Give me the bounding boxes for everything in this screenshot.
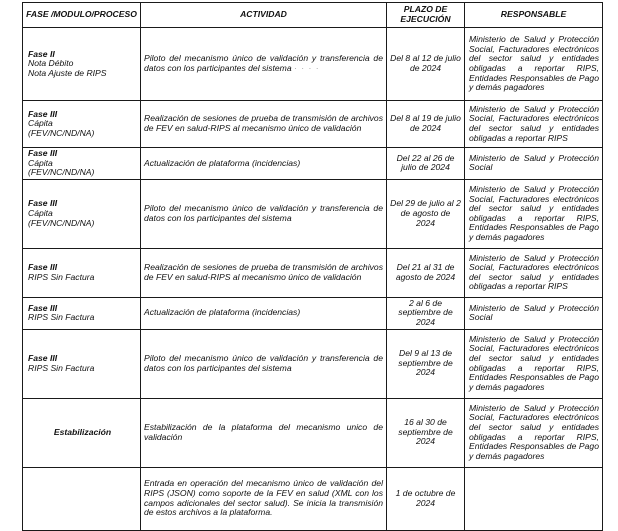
- plazo-cell: Del 8 al 12 de julio de 2024: [387, 28, 465, 101]
- phase-label: Fase III: [28, 352, 58, 363]
- phase-sub: (FEV/NC/ND/NA): [28, 127, 95, 138]
- actividad-cell: Piloto del mecanismo único de validación y transferencia de datos con los participantes del sistema: [141, 329, 387, 398]
- schedule-table: [22, 2, 603, 531]
- responsable-cell: Ministerio de Salud y Protección Social, Facturadores electrónicos del sector salud y entidades obligadas a reportar RIPS, Entidades Responsables de Pago y demás pagadores: [465, 398, 603, 467]
- fase-cell: [23, 148, 141, 180]
- table-row: [23, 28, 603, 101]
- header-actividad: ACTIVIDAD: [141, 3, 387, 28]
- actividad-cell: Realización de sesiones de prueba de transmisión de archivos de FEV en salud-RIPS al mecanismo único de validación: [141, 101, 387, 148]
- phase-sub: (FEV/NC/ND/NA): [28, 217, 95, 228]
- phase-sub: (FEV/NC/ND/NA): [28, 167, 95, 178]
- fase-cell: [23, 248, 141, 297]
- plazo-cell: 2 al 6 de septiembre de 2024: [387, 297, 465, 329]
- fase-cell: [23, 179, 141, 248]
- plazo-cell: Del 21 al 31 de agosto de 2024: [387, 248, 465, 297]
- table-row: [23, 148, 603, 180]
- actividad-cell: [141, 28, 387, 101]
- phase-label: Fase III: [28, 302, 58, 313]
- table-row: [23, 329, 603, 398]
- plazo-cell: Del 22 al 26 de julio de 2024: [387, 148, 465, 180]
- fase-cell: [23, 101, 141, 148]
- actividad-cell: Realización de sesiones de prueba de transmisión de archivos de FEV en salud-RIPS al mecanismo único de validación: [141, 248, 387, 297]
- plazo-cell: Del 29 de julio al 2 de agosto de 2024: [387, 179, 465, 248]
- actividad-cell: Actualización de plataforma (incidencias): [141, 148, 387, 180]
- actividad-cell: Entrada en operación del mecanismo único de validación del RIPS (JSON) como soporte de la FEV en salud (XML con los campos adicionales del sector salud). Se inicia la transmisión de estos archivos a la plataforma.: [141, 467, 387, 530]
- phase-label: Fase III: [28, 262, 58, 273]
- header-responsable: RESPONSABLE: [465, 3, 603, 28]
- phase-sub: Nota Ajuste de RIPS: [28, 67, 107, 78]
- phase-sub: Cápita: [28, 118, 53, 129]
- table-row: [23, 467, 603, 530]
- responsable-cell: Ministerio de Salud y Protección Social, Facturadores electrónicos del sector salud y entidades obligadas a reportar RIPS, Entidades Responsables de Pago y demás pagadores: [465, 329, 603, 398]
- fase-cell: [23, 467, 141, 530]
- header-row: [23, 3, 603, 28]
- table-row: [23, 179, 603, 248]
- actividad-cell: Actualización de plataforma (incidencias): [141, 297, 387, 329]
- responsable-cell: Ministerio de Salud y Protección Social, Facturadores electrónicos del sector salud y entidades obligadas a reportar RIPS: [465, 101, 603, 148]
- phase-sub: Cápita: [28, 157, 53, 168]
- phase-sub: Cápita: [28, 207, 53, 218]
- table-row: [23, 398, 603, 467]
- responsable-cell: Ministerio de Salud y Protección Social, Facturadores electrónicos del sector salud y entidades obligadas a reportar RIPS, Entidades Responsables de Pago y demás pagadores: [465, 179, 603, 248]
- plazo-cell: 1 de octubre de 2024: [387, 467, 465, 530]
- table-row: [23, 248, 603, 297]
- fase-cell: [23, 329, 141, 398]
- phase-sub: Nota Débito: [28, 58, 74, 69]
- phase-label: Fase III: [28, 198, 58, 209]
- responsable-cell: [465, 467, 603, 530]
- fase-cell: [23, 28, 141, 101]
- responsable-cell: Ministerio de Salud y Protección Social: [465, 297, 603, 329]
- responsable-cell: Ministerio de Salud y Protección Social: [465, 148, 603, 180]
- responsable-cell: Ministerio de Salud y Protección Social, Facturadores electrónicos del sector salud y entidades obligadas a reportar RIPS, Entidades Responsables de Pago y demás pagadores: [465, 28, 603, 101]
- plazo-cell: 16 al 30 de septiembre de 2024: [387, 398, 465, 467]
- actividad-text: Piloto del mecanismo único de validación y transferencia de datos con los participantes del sistema: [144, 53, 383, 73]
- phase-sub: RIPS Sin Factura: [28, 312, 95, 323]
- phase-label: Fase III: [28, 148, 58, 158]
- actividad-cell: Estabilización de la plataforma del mecanismo unico de validación: [141, 398, 387, 467]
- fase-cell: [23, 398, 141, 467]
- phase-label: Fase II: [28, 48, 55, 59]
- phase-label: Estabilización: [53, 426, 112, 437]
- actividad-cell: Piloto del mecanismo único de validación y transferencia de datos con los participantes del sistema: [141, 179, 387, 248]
- scan-artifact-mark: · · · ·: [294, 63, 320, 73]
- table-row: [23, 101, 603, 148]
- header-plazo: PLAZO DE EJECUCIÓN: [387, 3, 465, 28]
- header-fase: FASE /MODULO/PROCESO: [23, 3, 141, 28]
- phase-sub: RIPS Sin Factura: [28, 271, 95, 282]
- table-row: [23, 297, 603, 329]
- plazo-cell: Del 9 al 13 de septiembre de 2024: [387, 329, 465, 398]
- plazo-cell: Del 8 al 19 de julio de 2024: [387, 101, 465, 148]
- responsable-cell: Ministerio de Salud y Protección Social, Facturadores electrónicos del sector salud y entidades obligadas a reportar RIPS: [465, 248, 603, 297]
- fase-cell: [23, 297, 141, 329]
- phase-label: Fase III: [28, 108, 58, 119]
- phase-sub: RIPS Sin Factura: [28, 362, 95, 373]
